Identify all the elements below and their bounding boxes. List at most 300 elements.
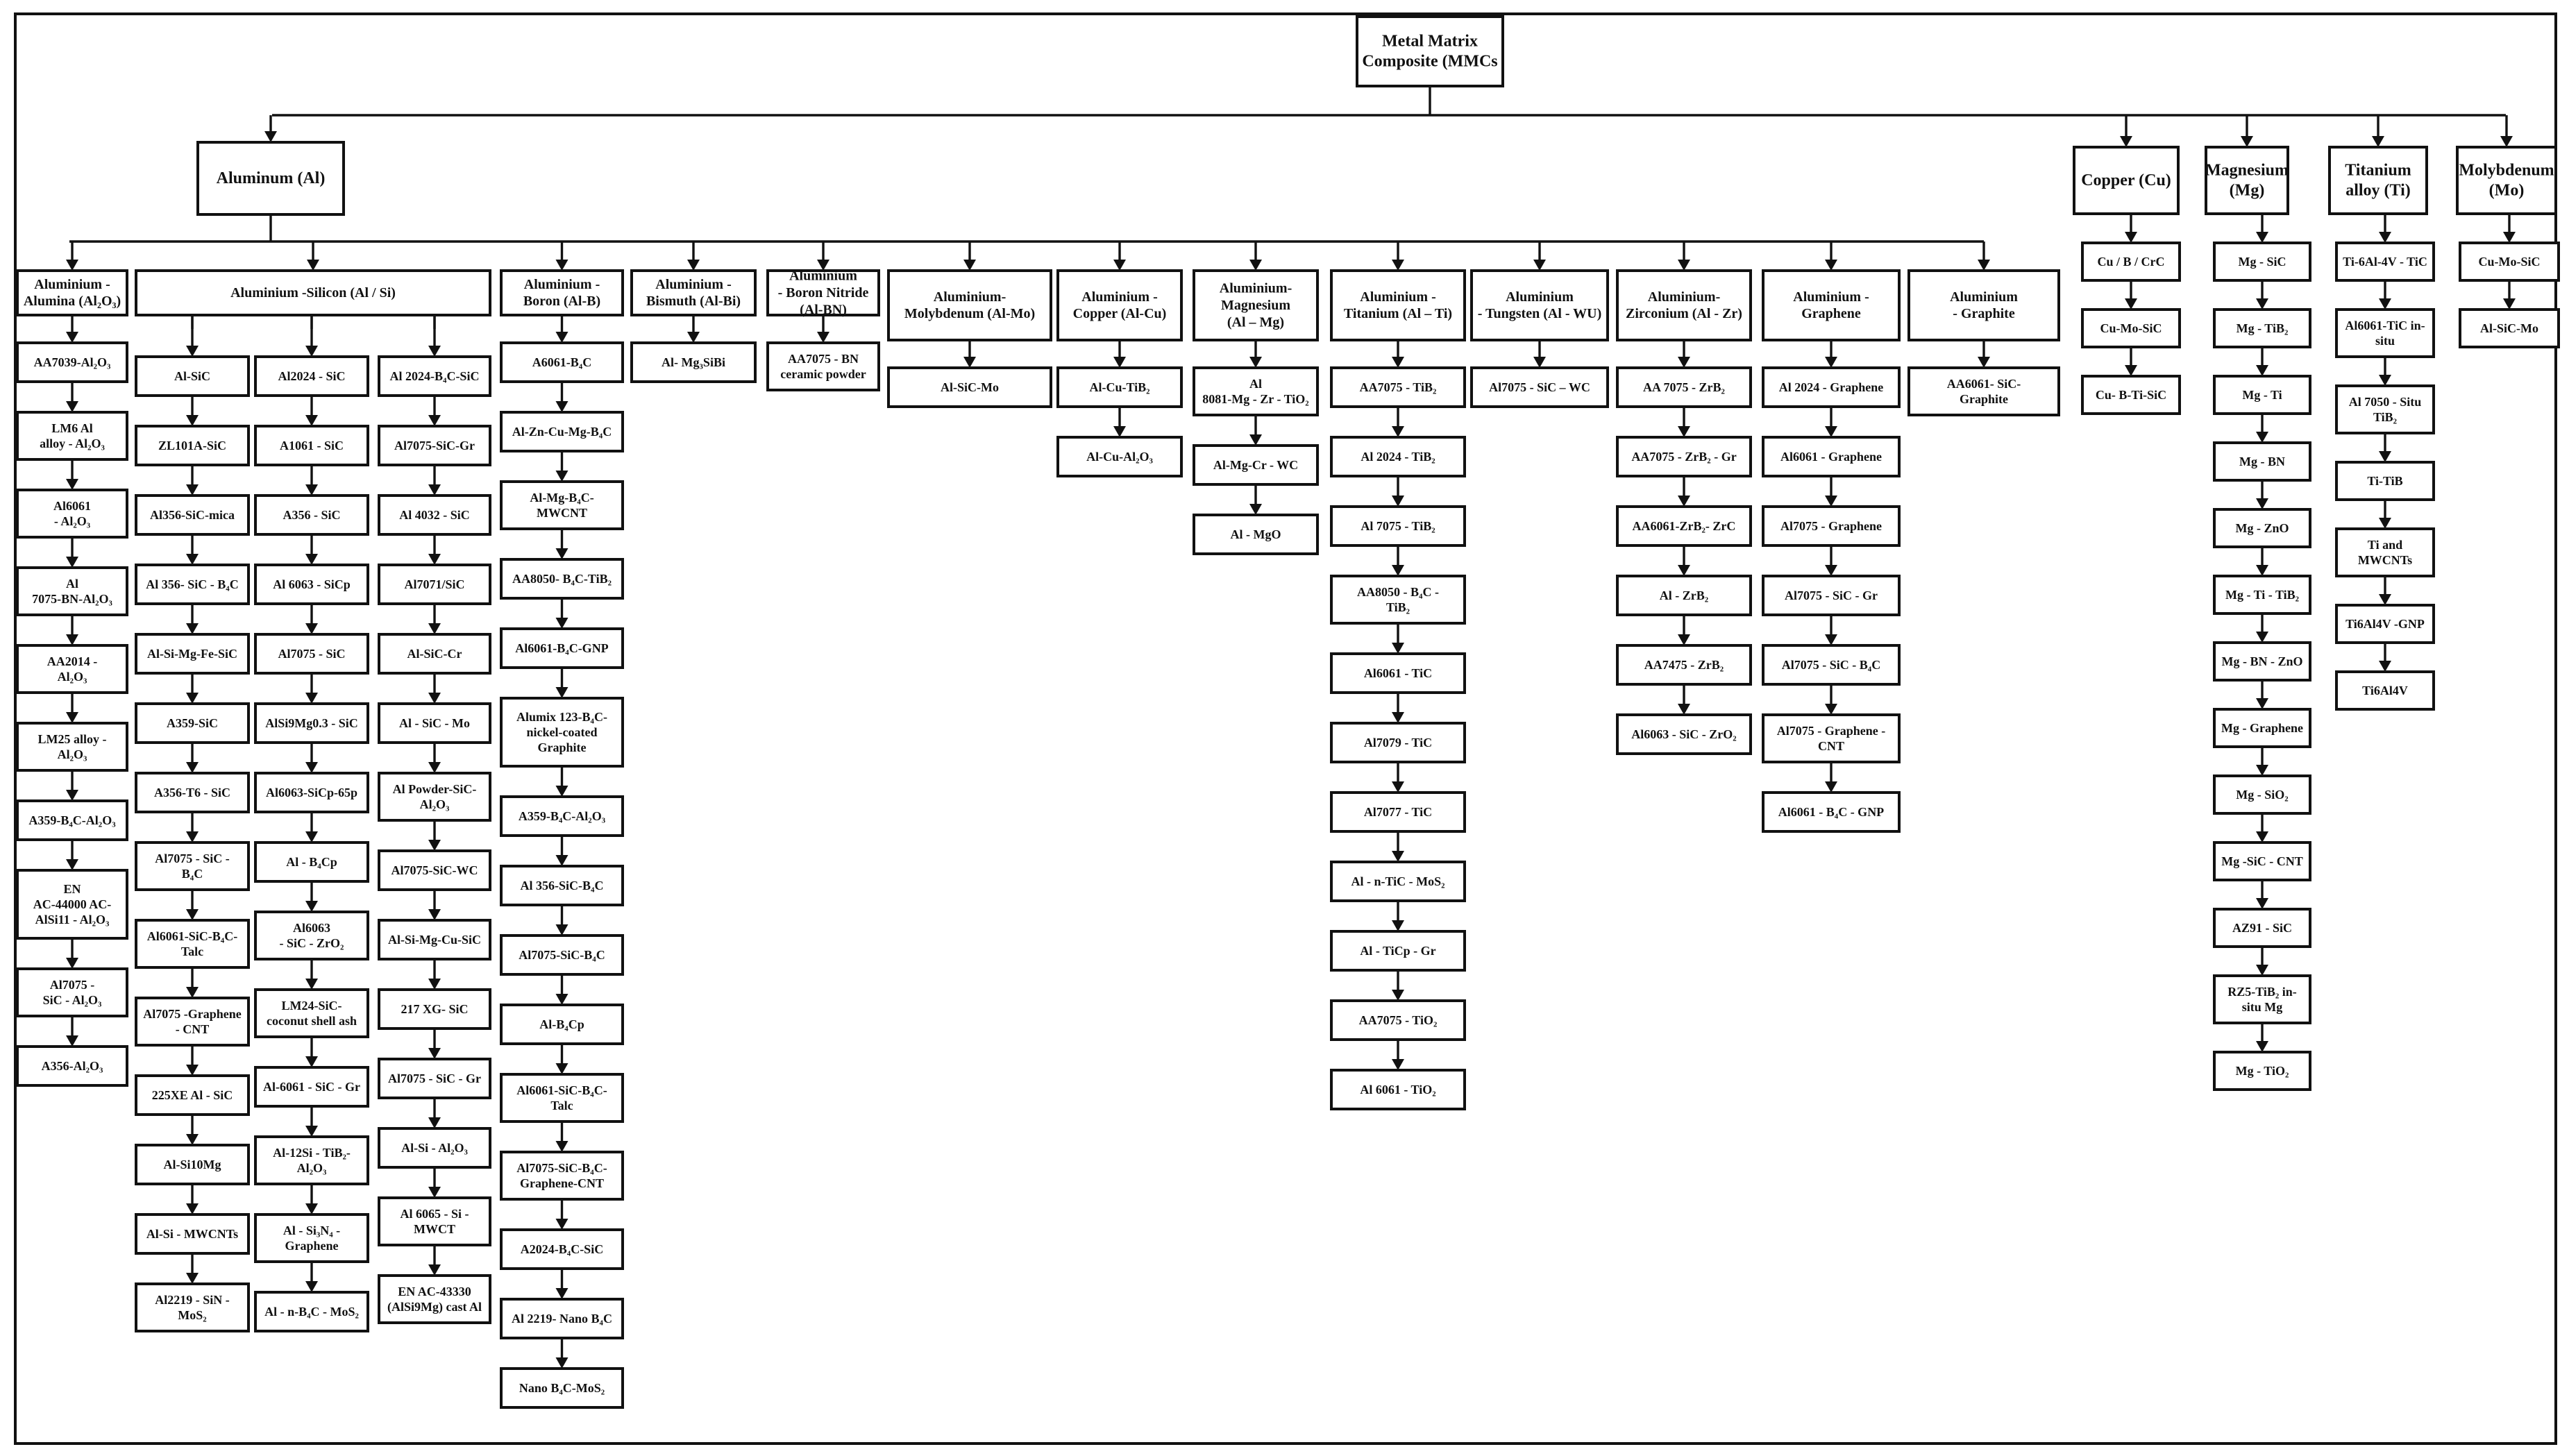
node-label: Aluminium - (34, 276, 110, 292)
item-silicon-al-si-mg-fe-sic (136, 634, 249, 673)
arrowhead (556, 855, 568, 866)
group-node-bismuth (632, 271, 755, 315)
item-silicon-217-xg-sic (379, 990, 490, 1028)
node-label: 225XE Al - SiC (151, 1088, 233, 1102)
node-label: AA6061-ZrB₂- ZrC (1632, 519, 1736, 533)
node-border (1058, 271, 1181, 340)
arrowhead (2256, 432, 2268, 443)
node-label: Al6061-SiC-B₄C- (516, 1083, 607, 1098)
group-node-molyb (888, 271, 1051, 340)
node-label: Ti-6Al-4V - TiC (2343, 255, 2427, 269)
node-label: Aluminium- (1647, 289, 1721, 305)
arrowhead (1825, 704, 1837, 715)
item-zirconium-aa6061-zrb-zrc (1617, 507, 1751, 545)
node-label: Al-Si10Mg (163, 1158, 221, 1171)
item-titanium-al7077-tic (1331, 793, 1465, 831)
node-label: Al7075 - SiC (278, 647, 346, 661)
arrowhead (2256, 232, 2268, 243)
arrowhead (186, 554, 199, 565)
arrowhead (428, 415, 441, 426)
item-graphene-al6061-b-c-gnp (1763, 793, 1899, 831)
node-label: Al₂O₃ (296, 1160, 327, 1175)
item-silicon-al-12si-tib-al-o (255, 1137, 368, 1184)
arrowhead (2379, 661, 2391, 672)
item-silicon-al-si-mwcnts (136, 1214, 249, 1253)
node-label: Al7075 - SiC - B₄C (1781, 658, 1881, 672)
arrowhead (687, 260, 700, 271)
item-graphene-al7075-sic-b-c (1763, 645, 1899, 684)
item-alumina-en-ac-44000-ac-alsi11-al-o (17, 870, 127, 938)
arrowhead (305, 415, 318, 426)
item-silicon-al7075-sic-wc (379, 851, 490, 890)
arrowhead (556, 332, 568, 343)
node-label: - Boron Nitride (777, 285, 869, 300)
node-label: Mg - TiB₂ (2236, 321, 2289, 335)
arrowhead (2500, 136, 2513, 147)
item-mg-mg-tib (2214, 310, 2310, 347)
arrowhead (1678, 704, 1690, 715)
arrowhead (1678, 426, 1690, 437)
arrowhead (305, 831, 318, 843)
item-alumina-aa2014-al-o (17, 645, 127, 693)
metal-node-mo (2457, 147, 2556, 214)
root-node-metal-matrix-composite (1357, 17, 1503, 86)
node-label: Al-Si-Mg-Fe-SiC (147, 647, 237, 661)
arrowhead (1978, 260, 1990, 271)
node-label: Graphene-CNT (520, 1176, 604, 1190)
node-label: Al-Cu-TiB₂ (1089, 380, 1150, 394)
arrowhead (1825, 357, 1837, 368)
item-silicon-al-si-al-o (379, 1128, 490, 1167)
item-graphene-al-2024-graphene (1763, 368, 1899, 407)
node-label: Al6061-SiC-B₄C- (146, 929, 238, 944)
item-silicon-al356-sic-mica (136, 496, 249, 534)
arrowhead (2256, 831, 2268, 843)
arrowhead (1392, 712, 1404, 723)
node-label: LM6 Al (51, 421, 93, 436)
node-label: LM25 alloy - (37, 732, 107, 747)
node-label: Al7075 - Graphene (1780, 519, 1882, 533)
arrowhead (428, 979, 441, 990)
arrowhead (556, 924, 568, 936)
arrowhead (186, 1065, 199, 1076)
arrowhead (305, 1203, 318, 1214)
arrowhead (1392, 565, 1404, 576)
node-label: Al-Mg-Cr - WC (1213, 458, 1299, 472)
node-label: Alumix 123-B₄C- (516, 710, 607, 725)
arrowhead (817, 332, 829, 343)
arrowhead (66, 557, 78, 568)
arrowhead (2503, 232, 2516, 243)
node-label: Graphite (537, 740, 587, 754)
node-label: SiC - Al₂O₃ (42, 992, 102, 1007)
node-label: A6061-B₄C (532, 355, 592, 369)
item-boron-alumix-123-b-c-nickel-coated-graphite (501, 698, 623, 766)
node-label: Al-SiC-Cr (407, 647, 462, 661)
item-boron-al6061-b-c-gnp (501, 629, 623, 668)
item-boron-al-mg-b-c-mwcnt (501, 482, 623, 529)
node-label: Aluminium- (1219, 280, 1292, 296)
item-ti-al6061-tic-in-situ (2336, 310, 2434, 357)
node-label: A359-SiC (166, 716, 219, 730)
node-label: Al - ZrB₂ (1659, 589, 1709, 602)
node-label: AA7075 - BN (788, 352, 859, 366)
item-alumina-al-7075-bn-al-o (17, 568, 127, 615)
node-label: alloy (Ti) (2345, 181, 2411, 200)
arrowhead (1249, 434, 1262, 446)
item-boron-nano-b-c-mos (501, 1369, 623, 1407)
node-label: AA8050- B₄C-TiB₂ (512, 572, 612, 586)
node-label: B₄C (181, 866, 203, 881)
node-label: AA8050 - B₄C - (1357, 585, 1439, 600)
item-mg-mg-zno (2214, 509, 2310, 547)
item-silicon-en-ac-43330-alsi9mg-cast-al (379, 1276, 490, 1323)
item-alumina-a356-al-o (17, 1047, 127, 1085)
node-label: Al Powder-SiC- (392, 782, 477, 797)
item-cu-cu-b-ti-sic (2082, 376, 2180, 414)
arrowhead (305, 693, 318, 704)
node-label: Al-Zn-Cu-Mg-B₄C (512, 425, 612, 439)
arrowhead (556, 1063, 568, 1074)
arrowhead (1825, 634, 1837, 645)
node-label: Aluminium- (933, 289, 1006, 305)
item-boron-a6061-b-c (501, 343, 623, 382)
arrowhead (963, 357, 976, 368)
item-bn-aa7075-bn-ceramic-powder (768, 343, 879, 390)
node-label: - SiC - ZrO₂ (279, 936, 344, 950)
node-label: Cu- B-Ti-SiC (2095, 388, 2167, 402)
node-label: AC-44000 AC- (33, 897, 112, 911)
node-label: Mg - SiO₂ (2236, 788, 2289, 802)
node-label: Mg - TiO₂ (2235, 1064, 2289, 1078)
node-label: Mg - Ti (2242, 388, 2282, 402)
node-label: Al-SiC-Mo (941, 380, 999, 394)
arrowhead (2372, 136, 2384, 147)
node-label: A2024-B₄C-SiC (520, 1242, 604, 1256)
node-label: Al 6061 - TiO₂ (1360, 1083, 1436, 1097)
arrowhead (186, 1134, 199, 1145)
node-label: ZL101A-SiC (158, 439, 227, 452)
group-node-tungsten (1472, 271, 1608, 340)
node-label: Al6061 (53, 499, 91, 514)
arrowhead (2256, 1041, 2268, 1052)
item-titanium-al6061-tic (1331, 654, 1465, 693)
item-silicon-a356-sic (255, 496, 368, 534)
node-label: Al (1249, 377, 1262, 391)
node-label: Aluminium - (523, 276, 600, 292)
arrowhead (1678, 357, 1690, 368)
node-label: Mg - BN - ZnO (2221, 654, 2303, 668)
node-label: Al7075 - Graphene - (1776, 724, 1886, 738)
node-label: AA7075 - TiB₂ (1359, 380, 1437, 394)
arrowhead (307, 260, 319, 271)
node-label: Al 2024-B₄C-SiC (389, 369, 480, 383)
node-label: Al7079 - TiC (1363, 736, 1433, 750)
node-label: - Al₂O₃ (53, 514, 91, 528)
node-label: Ti and (2367, 538, 2403, 552)
item-silicon-a356-t6-sic (136, 773, 249, 812)
item-mg-mg-bn (2214, 443, 2310, 480)
node-label: TiB₂ (1385, 600, 1410, 614)
arrowhead (2125, 365, 2137, 376)
item-alumina-aa7039-al-o (17, 343, 127, 382)
item-silicon-al6063-sicp-65p (255, 773, 368, 812)
node-label: Al7077 - TiC (1363, 805, 1433, 819)
item-silicon-al7075-sic-gr (379, 426, 490, 465)
item-silicon-al-6065-si-mwct (379, 1198, 490, 1245)
arrowhead (1113, 357, 1126, 368)
arrowhead (1249, 504, 1262, 515)
arrowhead (2379, 375, 2391, 386)
node-label: Al6063 - SiC - ZrO₂ (1631, 727, 1737, 741)
item-boron-al-2219-nano-b-c (501, 1299, 623, 1338)
node-label: (Mo) (2488, 181, 2525, 200)
item-silicon-al7075-sic-gr (379, 1059, 490, 1098)
node-border (1472, 271, 1608, 340)
arrowhead (2379, 518, 2391, 529)
item-boron-al-356-sic-b-c (501, 866, 623, 905)
arrowhead (66, 712, 78, 723)
arrowhead (305, 901, 318, 912)
node-label: Titanium (Al – Ti) (1343, 306, 1453, 322)
node-label: Al-Si - Al₂O₃ (401, 1141, 468, 1155)
node-label: Al7075 - SiC - Gr (1785, 589, 1878, 602)
arrowhead (66, 634, 78, 645)
arrowhead (556, 994, 568, 1005)
arrowhead (1392, 990, 1404, 1001)
arrowhead (66, 260, 78, 271)
node-label: Molybdenum (2459, 161, 2554, 180)
node-label: Alumina (Al₂O₃) (23, 294, 121, 310)
item-boron-a2024-b-c-sic (501, 1230, 623, 1269)
arrowhead (1678, 565, 1690, 576)
item-silicon-al-b-cp (255, 843, 368, 881)
item-alumina-al7075-sic-al-o (17, 969, 127, 1016)
item-mo-cu-mo-sic (2460, 243, 2559, 280)
node-label: Al 6063 - SiCp (273, 577, 351, 591)
arrowhead (556, 1141, 568, 1152)
node-label: Al₂O₃ (57, 669, 87, 684)
item-silicon-al2024-sic (255, 357, 368, 396)
node-label: Al7075-SiC-B₄C (519, 948, 605, 962)
arrowhead (556, 786, 568, 797)
node-label: Al 2024 - TiB₂ (1361, 450, 1435, 464)
item-silicon-al-sic-cr (379, 634, 490, 673)
node-label: Al - SiC - Mo (399, 716, 470, 730)
arrowhead (428, 762, 441, 773)
node-border (1357, 17, 1503, 86)
metal-node-al (198, 142, 344, 214)
arrowhead (556, 471, 568, 482)
group-node-titanium (1331, 271, 1465, 340)
node-border (2330, 147, 2427, 214)
arrowhead (66, 332, 78, 343)
item-boron-aa8050-b-c-tib (501, 559, 623, 598)
node-label: Magnesium (1221, 298, 1290, 313)
node-label: MWCNTs (2357, 552, 2413, 567)
node-label: Ti6Al4V (2362, 684, 2408, 697)
item-mg-rz5-tib-in-situ-mg (2214, 976, 2310, 1023)
arrowhead (186, 346, 199, 357)
item-tungsten-al7075-sic-wc (1472, 368, 1608, 407)
arrowhead (1249, 357, 1262, 368)
node-label: Molybdenum (Al-Mo) (904, 306, 1036, 322)
node-border (1331, 271, 1465, 340)
node-label: A359-B₄C-Al₂O₃ (518, 809, 606, 823)
node-label: Cu-Mo-SiC (2478, 255, 2541, 269)
item-silicon-al7075-graphene-cnt (136, 998, 249, 1045)
node-label: Mg - SiC (2238, 255, 2286, 269)
item-zirconium-al-zrb (1617, 576, 1751, 615)
item-silicon-al-powder-sic-al-o (379, 773, 490, 820)
arrowhead (1392, 426, 1404, 437)
node-label: MoS₂ (178, 1307, 207, 1322)
node-label: EN AC-43330 (398, 1285, 471, 1299)
arrowhead (186, 831, 199, 843)
item-titanium-al-2024-tib (1331, 437, 1465, 476)
item-alumina-lm25-alloy-al-o (17, 723, 127, 770)
arrowhead (2256, 698, 2268, 709)
node-border (1909, 271, 2059, 340)
node-label: Cu-Mo-SiC (2100, 321, 2162, 335)
node-label: Aluminium (1506, 289, 1574, 305)
arrowhead (1533, 260, 1546, 271)
arrowhead (2241, 136, 2253, 147)
arrowhead (556, 260, 568, 271)
node-border (2206, 147, 2288, 214)
item-titanium-aa7075-tio (1331, 1001, 1465, 1040)
item-titanium-al-6061-tio (1331, 1070, 1465, 1109)
node-label: situ (2375, 333, 2395, 348)
node-label: Bismuth (Al-Bi) (646, 294, 741, 310)
item-zirconium-aa7075-zrb-gr (1617, 437, 1751, 476)
node-label: - CNT (175, 1022, 210, 1036)
item-copper-al-cu-tib (1058, 368, 1181, 407)
item-silicon-al-si10mg (136, 1145, 249, 1184)
node-label: Copper (Al-Cu) (1072, 306, 1167, 322)
item-magnesium-al-mgo (1194, 515, 1317, 554)
node-label: Boron (Al-B) (523, 294, 601, 310)
arrowhead (305, 623, 318, 634)
item-silicon-al-si-n-graphene (255, 1214, 368, 1262)
node-label: Al- Mg₃SiBi (662, 355, 725, 369)
node-boxes (17, 17, 2559, 1407)
arrowhead (1113, 260, 1126, 271)
arrowhead (1392, 496, 1404, 507)
item-ti-ti6al4v-gnp (2336, 605, 2434, 643)
item-ti-ti6al4v (2336, 672, 2434, 709)
node-label: Al-B₄Cp (539, 1017, 584, 1031)
node-label: Al - n-B₄C - MoS₂ (264, 1305, 359, 1319)
node-label: Talc (550, 1098, 573, 1112)
item-ti-ti-and-mwcnts (2336, 529, 2434, 576)
arrowhead (556, 401, 568, 412)
arrowhead (1392, 920, 1404, 931)
node-label: MWCT (414, 1221, 455, 1236)
arrowhead (186, 693, 199, 704)
arrowhead (264, 131, 277, 142)
item-ti-ti-6al-4v-tic (2336, 243, 2434, 280)
item-boron-al7075-sic-b-c-graphene-cnt (501, 1152, 623, 1199)
node-label: Al (66, 577, 78, 591)
item-alumina-lm6-al-alloy-al-o (17, 412, 127, 459)
item-alumina-al6061-al-o (17, 490, 127, 537)
arrowhead (428, 484, 441, 496)
node-border (1617, 271, 1751, 340)
arrowhead (2256, 632, 2268, 643)
arrowhead (186, 1273, 199, 1284)
node-label: (Mg) (2229, 181, 2265, 200)
arrowhead (1825, 496, 1837, 507)
node-label: Composite (MMCs (1362, 52, 1498, 71)
node-label: AA 7075 - ZrB₂ (1643, 380, 1725, 394)
node-label: Titanium (2345, 161, 2411, 180)
node-label: Graphene (1801, 306, 1861, 322)
item-cu-cu-b-crc (2082, 243, 2180, 280)
node-label: Al-SiC-Mo (2480, 321, 2538, 335)
item-boron-al7075-sic-b-c (501, 936, 623, 974)
arrowhead (305, 1056, 318, 1067)
arrowhead (428, 693, 441, 704)
item-silicon-al6063-sic-zro (255, 912, 368, 959)
node-label: Ti-TiB (2367, 474, 2403, 488)
node-label: nickel-coated (526, 725, 598, 739)
node-label: A359-B₄C-Al₂O₃ (28, 813, 116, 827)
node-label: TiB₂ (2373, 409, 2398, 424)
node-label: AA7075 - TiO₂ (1358, 1013, 1438, 1027)
item-mg-mg-tio (2214, 1052, 2310, 1090)
item-silicon-al-si-mg-cu-sic (379, 920, 490, 959)
node-label: 8081-Mg - Zr - TiO₂ (1202, 391, 1309, 406)
node-label: Aluminium (1950, 289, 2018, 305)
node-label: Al 7075 - TiB₂ (1361, 519, 1435, 533)
node-label: Al-Si - MWCNTs (146, 1227, 239, 1241)
node-label: Metal Matrix (1382, 32, 1478, 51)
item-magnesium-al-8081-mg-zr-tio (1194, 368, 1317, 415)
arrowhead (1392, 260, 1404, 271)
arrowhead (1825, 260, 1837, 271)
node-label: Al 356-SiC-B₄C (520, 879, 604, 892)
item-silicon-al2219-sin-mos (136, 1284, 249, 1331)
node-label: ceramic powder (780, 366, 866, 381)
item-silicon-lm24-sic-coconut-shell-ash (255, 990, 368, 1037)
node-label: Al₂O₃ (419, 797, 450, 811)
item-graphite-aa6061-sic-graphite (1909, 368, 2059, 415)
arrowhead (186, 1203, 199, 1214)
node-label: Al7075 -Graphene (143, 1007, 242, 1022)
node-label: Al₂O₃ (57, 747, 87, 761)
arrowhead (1825, 565, 1837, 576)
item-silicon-225xe-al-sic (136, 1076, 249, 1115)
arrowhead (2256, 965, 2268, 976)
node-label: Al7075 - SiC – WC (1489, 380, 1590, 394)
node-label: Al7075-SiC-Gr (394, 439, 475, 452)
node-label: - Graphite (1953, 306, 2015, 322)
node-label: RZ5-TiB₂ in- (2227, 985, 2297, 999)
arrowhead (1825, 426, 1837, 437)
item-silicon-al-6063-sicp (255, 565, 368, 604)
item-mo-al-sic-mo (2460, 310, 2559, 347)
item-silicon-al-4032-sic (379, 496, 490, 534)
arrowhead (556, 1357, 568, 1369)
arrowhead (186, 909, 199, 920)
node-label: AA7475 - ZrB₂ (1644, 658, 1724, 672)
arrowhead (556, 1219, 568, 1230)
node-label: Aluminium (789, 268, 857, 284)
item-titanium-al7079-tic (1331, 723, 1465, 762)
arrowhead (556, 687, 568, 698)
arrowhead (556, 548, 568, 559)
